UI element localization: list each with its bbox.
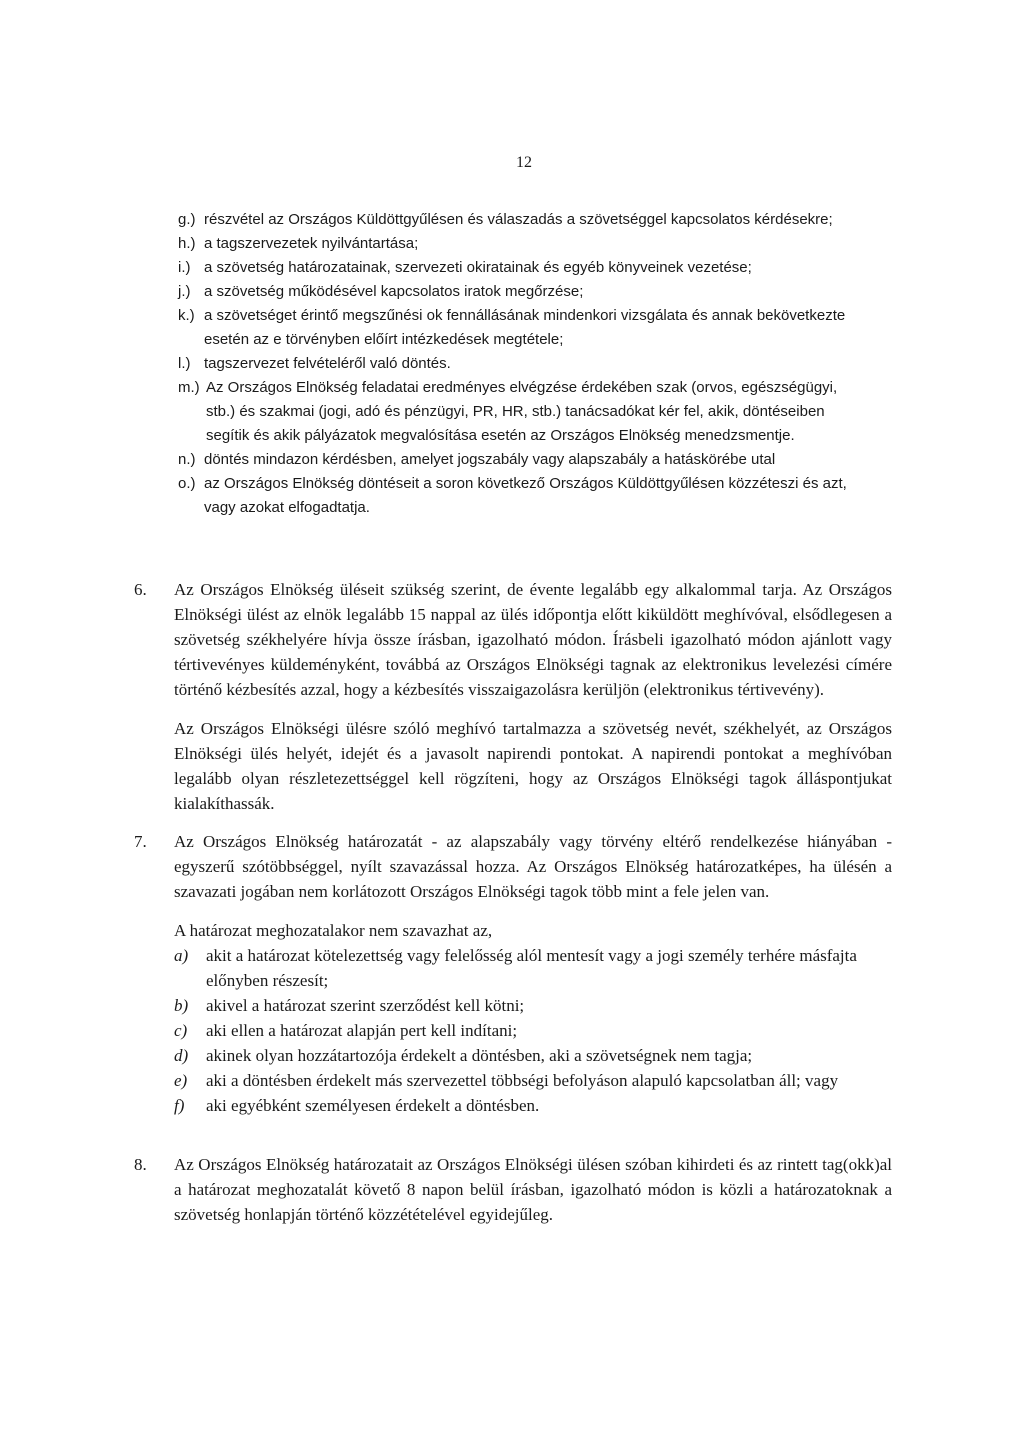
section-paragraph: Az Országos Elnökség üléseit szükség szerint, de évente legalább egy alkalommal tarja. Az Országos Elnökségi ülést az elnök legalább 15 nappal az ülés időpontja előtt kiküldött meghívóval, elsődlegesen a szövetség székhelyére hívja össze írásban, igazolható módon. Írásbeli igazolható módon ajánlott vagy tértivevényes küldeményként, továbbá az Országos Elnökségi tagnak az elektronikus levelezési címére történő kézbesítés azzal, hogy a kézbesítés visszaigazolásra kerüljön (elektronikus tértivevény). (174, 580, 892, 699)
list-marker: d) (174, 1046, 189, 1065)
list-item (178, 256, 868, 280)
lettered-list (178, 208, 868, 520)
exclusion-list (174, 943, 892, 1118)
section-paragraph: Az Országos Elnökségi ülésre szóló meghívó tartalmazza a szövetség nevét, székhelyét, az Országos Elnökségi ülés helyét, idejét és a javasolt napirendi pontokat. A napirendi pontokat a meghívóban legalább olyan részletezettséggel kell rögzíteni, hogy az Országos Elnökségi tagok álláspontjukat kialakíthassák. (174, 719, 892, 813)
list-item (174, 993, 892, 1018)
list-item-text: aki a döntésben érdekelt más szervezettel többségi befolyáson alapuló kapcsolatban áll; vagy (206, 1071, 839, 1090)
list-marker: j.) (178, 283, 191, 300)
list-item-text: akinek olyan hozzátartozója érdekelt a döntésben, aki a szövetségnek nem tagja; (206, 1046, 753, 1065)
list-item-text: a tagszervezetek nyilvántartása; (204, 235, 419, 252)
list-marker: a) (174, 946, 189, 965)
list-item-text: a szövetség működésével kapcsolatos iratok megőrzése; (204, 283, 584, 300)
section-paragraph: A határozat meghozatalakor nem szavazhat az, (174, 921, 493, 940)
list-marker: o.) (178, 475, 196, 492)
section-number: 6. (134, 580, 147, 599)
list-item-text: részvétel az Országos Küldöttgyűlésen és válaszadás a szövetséggel kapcsolatos kérdésekre; (204, 211, 833, 228)
list-marker: l.) (178, 355, 191, 372)
section-paragraph: Az Országos Elnökség határozatát - az alapszabály vagy törvény eltérő rendelkezése hiányában - egyszerű szótöbbséggel, nyílt szavazással hozza. Az Országos Elnökség határozatképes, ha ülésén a szavazati jogában nem korlátozott Országos Elnökségi tagok több mint a fele jelen van. (174, 832, 892, 901)
section-8 (134, 1152, 892, 1227)
section-7 (134, 829, 892, 1118)
list-marker: n.) (178, 451, 196, 468)
list-item (178, 232, 868, 256)
list-item-text: tagszervezet felvételéről való döntés. (204, 355, 451, 372)
list-item-text: Az Országos Elnökség feladatai eredményes elvégzése érdekében szak (orvos, egészségügyi, stb.) és szakmai (jogi, adó és pénzügyi, PR, HR, stb.) tanácsadókat kér fel, akik, döntéseiben segítik és akik pályázatok megvalósítása esetén az Országos Elnökség menedzsmentje. (206, 379, 838, 444)
list-item (178, 280, 868, 304)
list-item-text: aki ellen a határozat alapján pert kell indítani; (206, 1021, 518, 1040)
list-item (178, 208, 868, 232)
section-number: 8. (134, 1155, 147, 1174)
list-item-text: döntés mindazon kérdésben, amelyet jogszabály vagy alapszabály a hatáskörébe utal (204, 451, 776, 468)
list-marker: c) (174, 1021, 188, 1040)
section-number: 7. (134, 832, 147, 851)
list-item (178, 448, 868, 472)
list-item (178, 376, 868, 448)
list-item (178, 304, 868, 352)
list-marker: k.) (178, 307, 195, 324)
list-item (174, 1093, 892, 1118)
list-item-text: a szövetség határozatainak, szervezeti okiratainak és egyéb könyveinek vezetése; (204, 259, 752, 276)
list-item (174, 1043, 892, 1068)
list-item-text: az Országos Elnökség döntéseit a soron következő Országos Küldöttgyűlésen közzéteszi és azt, vagy azokat elfogadtatja. (204, 475, 847, 516)
section-6 (134, 577, 892, 816)
section-paragraph: Az Országos Elnökség határozatait az Országos Elnökségi ülésen szóban kihirdeti és az rintett tag(okk)al a határozat meghozatalát követő 8 napon belül írásban, igazolható módon is közli a határozatoknak a szövetség honlapján történő közzétételével egyidejűleg. (174, 1155, 892, 1224)
list-marker: f) (174, 1096, 185, 1115)
list-item-text: a szövetséget érintő megszűnési ok fennállásának mindenkori vizsgálata és annak bekövetkezte esetén az e törvényben előírt intézkedések megtétele; (204, 307, 846, 348)
list-item (174, 1018, 892, 1043)
list-item-text: akivel a határozat szerint szerződést kell kötni; (206, 996, 525, 1015)
list-marker: m.) (178, 379, 200, 396)
list-item (178, 472, 868, 520)
list-marker: e) (174, 1071, 188, 1090)
list-marker: h.) (178, 235, 196, 252)
list-item (178, 352, 868, 376)
list-item (174, 1068, 892, 1093)
list-marker: g.) (178, 211, 196, 228)
list-marker: i.) (178, 259, 191, 276)
list-item-text: akit a határozat kötelezettség vagy felelősség alól mentesít vagy a jogi személy terhére másfajta előnyben részesít; (206, 946, 857, 990)
page-number: 12 (516, 154, 532, 171)
list-item-text: aki egyébként személyesen érdekelt a döntésben. (206, 1096, 540, 1115)
list-marker: b) (174, 996, 189, 1015)
list-item (174, 943, 892, 993)
